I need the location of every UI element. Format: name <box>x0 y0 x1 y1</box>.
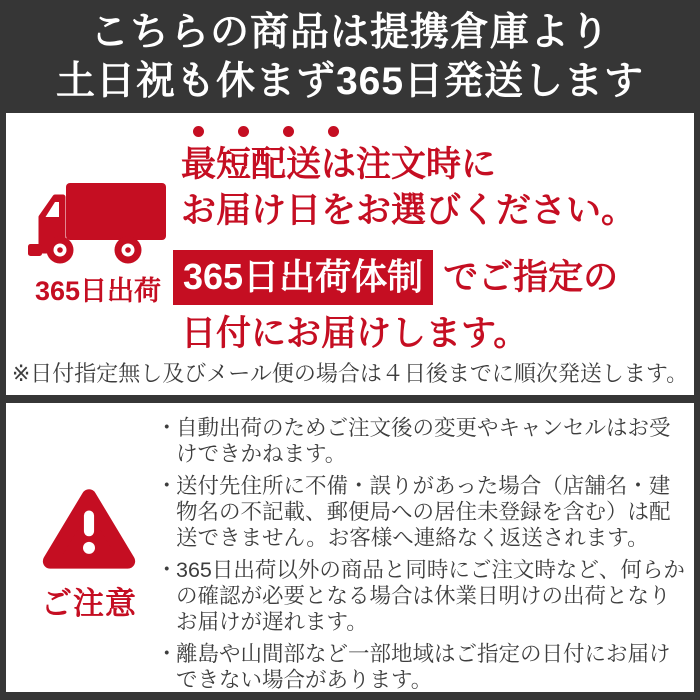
shipping-headline-line1: 最短配送は注文時に <box>181 145 497 184</box>
caution-list-item <box>156 415 686 467</box>
bullet-marker: ・ <box>156 642 178 666</box>
highlight-suffix: でご指定の <box>443 257 619 297</box>
caution-list-item <box>156 473 686 551</box>
caution-label: ご注意 <box>41 586 137 621</box>
banner-line2: 土日祝も休まず365日発送します <box>55 59 645 103</box>
highlight-box: 365日出荷体制 <box>173 250 433 305</box>
warning-triangle-icon <box>41 485 137 571</box>
truck-block <box>18 175 178 308</box>
caution-list-item <box>156 641 686 693</box>
truck-label: 365日出荷 <box>34 276 162 306</box>
caution-item-text: 自動出荷のためご注文後の変更やキャンセルはお受けできかねます。 <box>176 416 671 466</box>
shipping-panel <box>6 113 694 395</box>
emphasis-dots-icon <box>193 126 636 137</box>
shipping-note: ※日付指定無し及びメール便の場合は４日後までに順次発送します。 <box>11 361 689 386</box>
caution-item-text: 365日出荷以外の商品と同時にご注文時など、何らかの確認が必要となる場合は休業日明けの出荷となりお届けが遅れます。 <box>176 558 685 634</box>
caution-block <box>14 485 164 623</box>
caution-panel <box>6 403 694 692</box>
bullet-marker: ・ <box>156 474 178 498</box>
caution-item-text: 離島や山間部など一部地域はご指定の日付にお届けできない場合があります。 <box>176 642 671 692</box>
caution-list-item <box>156 557 686 635</box>
top-banner <box>0 0 700 113</box>
bullet-marker: ・ <box>156 416 178 440</box>
highlight-line2: 日付にお届けします。 <box>181 314 529 353</box>
banner-line1: こちらの商品は提携倉庫より <box>89 10 610 54</box>
shipping-headline-line2: お届け日をお選びください。 <box>181 191 637 230</box>
caution-item-text: 送付先住所に不備・誤りがあった場合（店舗名・建物名の不記載、郵便局への居住未登録を含む）は配送できません。お客様へ連絡なく返送されます。 <box>176 474 671 550</box>
bullet-marker: ・ <box>156 558 178 582</box>
delivery-truck-icon <box>25 175 171 267</box>
highlight-row <box>173 250 636 305</box>
caution-list <box>156 415 686 699</box>
shipping-text-block <box>181 123 636 354</box>
